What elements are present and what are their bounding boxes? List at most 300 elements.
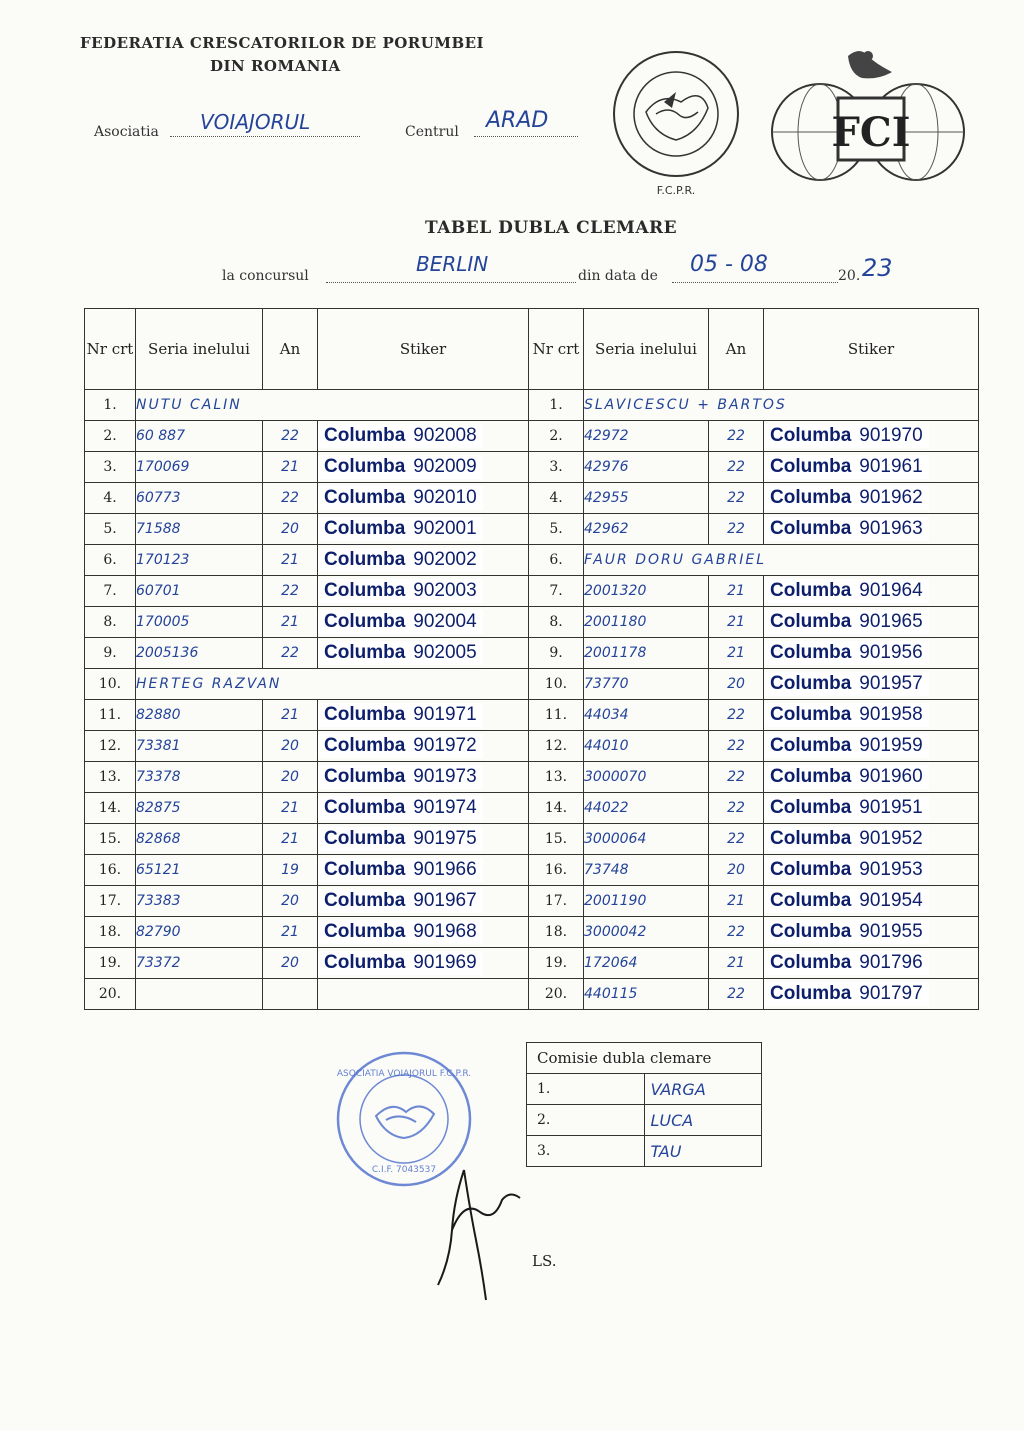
sticker-number: 901970 bbox=[859, 425, 923, 446]
columba-sticker bbox=[764, 517, 929, 541]
table-row bbox=[85, 793, 979, 824]
date-value: 05 - 08 bbox=[690, 252, 768, 277]
row-number-right: 15. bbox=[529, 824, 584, 855]
columba-sticker bbox=[318, 610, 483, 634]
sticker-brand: Columba bbox=[770, 952, 852, 973]
row-number-right: 8. bbox=[529, 607, 584, 638]
columba-sticker bbox=[764, 734, 929, 758]
ring-series-left: 60 887 bbox=[136, 421, 263, 452]
columba-sticker bbox=[764, 703, 929, 727]
ring-series-right: 2001190 bbox=[584, 886, 709, 917]
sticker-number: 901969 bbox=[413, 952, 477, 973]
sticker-number: 901973 bbox=[413, 766, 477, 787]
sticker-brand: Columba bbox=[770, 983, 852, 1004]
columba-sticker bbox=[318, 579, 483, 603]
sticker-number: 901967 bbox=[413, 890, 477, 911]
ring-series-right: 3000042 bbox=[584, 917, 709, 948]
columba-sticker bbox=[764, 982, 929, 1006]
table-row bbox=[85, 421, 979, 452]
ring-series-left: 170069 bbox=[136, 452, 263, 483]
columba-sticker bbox=[318, 548, 483, 572]
sticker-cell-r bbox=[764, 979, 979, 1010]
row-number-left: 13. bbox=[85, 762, 136, 793]
ring-series-left: 82790 bbox=[136, 917, 263, 948]
ring-series-right: 2001180 bbox=[584, 607, 709, 638]
ring-year-right: 22 bbox=[709, 793, 764, 824]
sticker-cell-l bbox=[318, 452, 529, 483]
sticker-cell-r bbox=[764, 793, 979, 824]
ring-year-right: 21 bbox=[709, 886, 764, 917]
president-signature bbox=[424, 1160, 534, 1310]
sticker-brand: Columba bbox=[324, 921, 406, 942]
sticker-cell-r bbox=[764, 452, 979, 483]
columba-sticker bbox=[764, 765, 929, 789]
table-row bbox=[85, 638, 979, 669]
row-number-left: 7. bbox=[85, 576, 136, 607]
sticker-brand: Columba bbox=[324, 611, 406, 632]
columba-sticker bbox=[318, 827, 483, 851]
row-number-right: 1. bbox=[529, 390, 584, 421]
ring-series-right: 42955 bbox=[584, 483, 709, 514]
sticker-brand: Columba bbox=[324, 580, 406, 601]
row-number-right: 16. bbox=[529, 855, 584, 886]
columba-sticker bbox=[764, 455, 929, 479]
table-row bbox=[85, 576, 979, 607]
sticker-cell-l bbox=[318, 545, 529, 576]
row-number-right: 14. bbox=[529, 793, 584, 824]
ring-year-right: 22 bbox=[709, 762, 764, 793]
sticker-brand: Columba bbox=[770, 642, 852, 663]
row-number-left: 3. bbox=[85, 452, 136, 483]
ls-label: LS. bbox=[532, 1252, 557, 1270]
row-number-left: 5. bbox=[85, 514, 136, 545]
sticker-number: 901961 bbox=[859, 456, 923, 477]
centrul-label: Centrul bbox=[405, 124, 459, 140]
sticker-number: 901962 bbox=[859, 487, 923, 508]
ring-series-left bbox=[136, 979, 263, 1010]
asociatia-label: Asociatia bbox=[94, 124, 159, 140]
sticker-cell-l bbox=[318, 731, 529, 762]
columba-sticker bbox=[764, 641, 929, 665]
col-header-seria-left: Seria inelului bbox=[136, 309, 263, 390]
sticker-number: 901956 bbox=[859, 642, 923, 663]
row-number-left: 9. bbox=[85, 638, 136, 669]
sticker-number: 902008 bbox=[413, 425, 477, 446]
table-row bbox=[85, 390, 979, 421]
table-row bbox=[85, 855, 979, 886]
ring-year-left: 22 bbox=[263, 576, 318, 607]
ring-year-right: 22 bbox=[709, 979, 764, 1010]
sticker-brand: Columba bbox=[770, 797, 852, 818]
commission-signature: VARGA bbox=[644, 1074, 762, 1105]
sticker-cell-l bbox=[318, 638, 529, 669]
document-title: TABEL DUBLA CLEMARE bbox=[425, 218, 678, 238]
ring-series-left: 73372 bbox=[136, 948, 263, 979]
ring-series-left: 2005136 bbox=[136, 638, 263, 669]
ring-series-right: 44010 bbox=[584, 731, 709, 762]
columba-sticker bbox=[764, 424, 929, 448]
sticker-cell-l bbox=[318, 700, 529, 731]
centrul-field bbox=[474, 108, 578, 137]
sticker-number: 902004 bbox=[413, 611, 477, 632]
sticker-number: 901796 bbox=[859, 952, 923, 973]
columba-sticker bbox=[764, 827, 929, 851]
sticker-brand: Columba bbox=[324, 952, 406, 973]
sticker-number: 901968 bbox=[413, 921, 477, 942]
sticker-cell-l bbox=[318, 793, 529, 824]
year-prefix: 20. bbox=[838, 268, 861, 284]
commission-signature: LUCA bbox=[644, 1105, 762, 1136]
ring-series-left: 60773 bbox=[136, 483, 263, 514]
columba-sticker bbox=[764, 951, 929, 975]
ring-year-right: 22 bbox=[709, 452, 764, 483]
ring-series-right: 73748 bbox=[584, 855, 709, 886]
ring-year-left: 20 bbox=[263, 514, 318, 545]
row-number-right: 9. bbox=[529, 638, 584, 669]
ring-series-left: 73381 bbox=[136, 731, 263, 762]
columba-sticker bbox=[764, 579, 929, 603]
row-number-right: 18. bbox=[529, 917, 584, 948]
columba-sticker bbox=[318, 641, 483, 665]
sticker-number: 901952 bbox=[859, 828, 923, 849]
sticker-cell-l bbox=[318, 979, 529, 1010]
row-number-left: 11. bbox=[85, 700, 136, 731]
table-row bbox=[85, 483, 979, 514]
table-row bbox=[85, 917, 979, 948]
ring-series-right: 42976 bbox=[584, 452, 709, 483]
columba-sticker bbox=[318, 889, 483, 913]
row-number-left: 17. bbox=[85, 886, 136, 917]
ring-series-left: 73378 bbox=[136, 762, 263, 793]
ring-year-right: 22 bbox=[709, 483, 764, 514]
sticker-cell-r bbox=[764, 886, 979, 917]
sticker-cell-l bbox=[318, 855, 529, 886]
sticker-brand: Columba bbox=[770, 921, 852, 942]
columba-sticker bbox=[318, 951, 483, 975]
row-number-left: 16. bbox=[85, 855, 136, 886]
sticker-cell-r bbox=[764, 576, 979, 607]
row-number-right: 10. bbox=[529, 669, 584, 700]
ring-series-right: 2001320 bbox=[584, 576, 709, 607]
asociatia-field bbox=[170, 110, 360, 137]
row-number-right: 2. bbox=[529, 421, 584, 452]
owner-name-right: FAUR DORU GABRIEL bbox=[584, 545, 979, 576]
ring-year-left: 21 bbox=[263, 607, 318, 638]
row-number-left: 8. bbox=[85, 607, 136, 638]
row-number-right: 17. bbox=[529, 886, 584, 917]
sticker-number: 901971 bbox=[413, 704, 477, 725]
col-header-nr-left: Nr crt bbox=[85, 309, 136, 390]
sticker-brand: Columba bbox=[324, 797, 406, 818]
concurs-value: BERLIN bbox=[416, 252, 489, 276]
ring-year-left: 21 bbox=[263, 917, 318, 948]
sticker-brand: Columba bbox=[324, 549, 406, 570]
commission-title: Comisie dubla clemare bbox=[527, 1043, 762, 1074]
ring-series-left: 82880 bbox=[136, 700, 263, 731]
sticker-number: 902002 bbox=[413, 549, 477, 570]
ring-series-left: 170005 bbox=[136, 607, 263, 638]
ring-year-right: 22 bbox=[709, 824, 764, 855]
table-row bbox=[85, 514, 979, 545]
columba-sticker bbox=[318, 734, 483, 758]
row-number-left: 15. bbox=[85, 824, 136, 855]
columba-sticker bbox=[318, 486, 483, 510]
ring-year-right: 20 bbox=[709, 669, 764, 700]
row-number-left: 10. bbox=[85, 669, 136, 700]
columba-sticker bbox=[318, 858, 483, 882]
sticker-cell-l bbox=[318, 421, 529, 452]
row-number-left: 6. bbox=[85, 545, 136, 576]
sticker-cell-l bbox=[318, 917, 529, 948]
col-header-stiker-right: Stiker bbox=[764, 309, 979, 390]
sticker-number: 901963 bbox=[859, 518, 923, 539]
sticker-brand: Columba bbox=[324, 704, 406, 725]
sticker-cell-l bbox=[318, 762, 529, 793]
ring-series-left: 82868 bbox=[136, 824, 263, 855]
sticker-brand: Columba bbox=[324, 642, 406, 663]
sticker-brand: Columba bbox=[770, 828, 852, 849]
row-number-left: 14. bbox=[85, 793, 136, 824]
ring-series-left: 65121 bbox=[136, 855, 263, 886]
ring-series-right: 73770 bbox=[584, 669, 709, 700]
sticker-brand: Columba bbox=[770, 425, 852, 446]
row-number-right: 19. bbox=[529, 948, 584, 979]
row-number-right: 20. bbox=[529, 979, 584, 1010]
ring-year-right: 20 bbox=[709, 855, 764, 886]
sticker-brand: Columba bbox=[770, 735, 852, 756]
row-number-left: 12. bbox=[85, 731, 136, 762]
federation-name-line1: FEDERATIA CRESCATORILOR DE PORUMBEI bbox=[80, 34, 485, 52]
sticker-cell-r bbox=[764, 762, 979, 793]
columba-sticker bbox=[764, 672, 929, 696]
ring-year-left: 19 bbox=[263, 855, 318, 886]
col-header-seria-right: Seria inelului bbox=[584, 309, 709, 390]
sticker-cell-r bbox=[764, 731, 979, 762]
ring-series-right: 42962 bbox=[584, 514, 709, 545]
table-row bbox=[85, 452, 979, 483]
sticker-cell-r bbox=[764, 669, 979, 700]
table-row bbox=[85, 762, 979, 793]
commission-nr: 1. bbox=[527, 1074, 645, 1105]
ring-series-left: 71588 bbox=[136, 514, 263, 545]
sticker-brand: Columba bbox=[324, 456, 406, 477]
sticker-cell-r bbox=[764, 483, 979, 514]
sticker-cell-r bbox=[764, 607, 979, 638]
fcpr-abbr: F.C.P.R. bbox=[656, 184, 696, 197]
row-number-right: 11. bbox=[529, 700, 584, 731]
columba-sticker bbox=[764, 486, 929, 510]
ring-series-left: 82875 bbox=[136, 793, 263, 824]
col-header-nr-right: Nr crt bbox=[529, 309, 584, 390]
row-number-left: 1. bbox=[85, 390, 136, 421]
sticker-brand: Columba bbox=[324, 890, 406, 911]
table-row bbox=[85, 824, 979, 855]
ring-series-right: 440115 bbox=[584, 979, 709, 1010]
sticker-brand: Columba bbox=[324, 487, 406, 508]
concurs-field bbox=[326, 252, 576, 283]
row-number-right: 5. bbox=[529, 514, 584, 545]
date-label: din data de bbox=[578, 268, 658, 284]
ring-year-right: 21 bbox=[709, 576, 764, 607]
ring-series-right: 42972 bbox=[584, 421, 709, 452]
row-number-left: 18. bbox=[85, 917, 136, 948]
table-row bbox=[85, 948, 979, 979]
ring-year-right: 22 bbox=[709, 421, 764, 452]
sticker-brand: Columba bbox=[770, 611, 852, 632]
row-number-right: 13. bbox=[529, 762, 584, 793]
sticker-cell-r bbox=[764, 824, 979, 855]
ring-series-right: 44022 bbox=[584, 793, 709, 824]
sticker-brand: Columba bbox=[324, 859, 406, 880]
fci-globe-logo bbox=[768, 42, 968, 192]
sticker-number: 901955 bbox=[859, 921, 923, 942]
asociatia-value: VOIAJORUL bbox=[200, 110, 311, 134]
stamp-cif: C.I.F. 7043537 bbox=[371, 1165, 437, 1175]
ring-series-left: 73383 bbox=[136, 886, 263, 917]
columba-sticker bbox=[318, 517, 483, 541]
sticker-number: 901953 bbox=[859, 859, 923, 880]
sticker-brand: Columba bbox=[770, 890, 852, 911]
sticker-number: 901966 bbox=[413, 859, 477, 880]
sticker-cell-l bbox=[318, 948, 529, 979]
fci-letters: FCI bbox=[831, 109, 911, 156]
sticker-brand: Columba bbox=[770, 859, 852, 880]
ring-year-left: 22 bbox=[263, 483, 318, 514]
ring-year-left: 22 bbox=[263, 421, 318, 452]
ring-series-right: 3000064 bbox=[584, 824, 709, 855]
sticker-number: 901957 bbox=[859, 673, 923, 694]
year-value: 23 bbox=[862, 254, 893, 282]
commission-signature: TAU bbox=[644, 1136, 762, 1167]
sticker-brand: Columba bbox=[324, 425, 406, 446]
ring-year-left: 21 bbox=[263, 452, 318, 483]
ring-series-left: 170123 bbox=[136, 545, 263, 576]
commission-nr: 2. bbox=[527, 1105, 645, 1136]
col-header-an-left: An bbox=[263, 309, 318, 390]
col-header-an-right: An bbox=[709, 309, 764, 390]
ring-year-left: 20 bbox=[263, 886, 318, 917]
sticker-number: 901959 bbox=[859, 735, 923, 756]
table-row bbox=[85, 886, 979, 917]
sticker-cell-r bbox=[764, 948, 979, 979]
ring-year-left: 21 bbox=[263, 700, 318, 731]
table-row bbox=[85, 545, 979, 576]
table-row bbox=[85, 700, 979, 731]
row-number-left: 4. bbox=[85, 483, 136, 514]
columba-sticker bbox=[764, 920, 929, 944]
sticker-number: 901965 bbox=[859, 611, 923, 632]
sticker-cell-r bbox=[764, 855, 979, 886]
row-number-left: 19. bbox=[85, 948, 136, 979]
ring-year-left: 21 bbox=[263, 824, 318, 855]
sticker-cell-r bbox=[764, 421, 979, 452]
sticker-brand: Columba bbox=[770, 704, 852, 725]
sticker-number: 902005 bbox=[413, 642, 477, 663]
sticker-cell-l bbox=[318, 483, 529, 514]
row-number-right: 6. bbox=[529, 545, 584, 576]
commission-nr: 3. bbox=[527, 1136, 645, 1167]
table-row bbox=[85, 979, 979, 1010]
sticker-cell-l bbox=[318, 514, 529, 545]
columba-sticker bbox=[764, 858, 929, 882]
ring-year-right: 22 bbox=[709, 917, 764, 948]
owner-name-left: HERTEG RAZVAN bbox=[136, 669, 529, 700]
sticker-number: 902009 bbox=[413, 456, 477, 477]
federation-name-line2: DIN ROMANIA bbox=[210, 57, 341, 75]
date-field bbox=[672, 252, 838, 283]
fcpr-seal-logo bbox=[606, 42, 746, 202]
owner-name-right: SLAVICESCU + BARTOS bbox=[584, 390, 979, 421]
dubla-clemare-table bbox=[84, 308, 979, 1010]
sticker-brand: Columba bbox=[770, 456, 852, 477]
columba-sticker bbox=[764, 889, 929, 913]
row-number-right: 12. bbox=[529, 731, 584, 762]
ring-series-left: 60701 bbox=[136, 576, 263, 607]
sticker-number: 901972 bbox=[413, 735, 477, 756]
sticker-cell-l bbox=[318, 824, 529, 855]
columba-sticker bbox=[318, 703, 483, 727]
sticker-number: 902001 bbox=[413, 518, 477, 539]
ring-series-right: 2001178 bbox=[584, 638, 709, 669]
columba-sticker bbox=[318, 796, 483, 820]
row-number-left: 2. bbox=[85, 421, 136, 452]
columba-sticker bbox=[764, 610, 929, 634]
ring-year-left: 21 bbox=[263, 793, 318, 824]
sticker-number: 901974 bbox=[413, 797, 477, 818]
sticker-number: 901797 bbox=[859, 983, 923, 1004]
ring-year-right: 22 bbox=[709, 514, 764, 545]
columba-sticker bbox=[318, 765, 483, 789]
sticker-number: 901951 bbox=[859, 797, 923, 818]
columba-sticker bbox=[764, 796, 929, 820]
ring-year-left bbox=[263, 979, 318, 1010]
ring-year-left: 21 bbox=[263, 545, 318, 576]
sticker-cell-l bbox=[318, 576, 529, 607]
table-row bbox=[85, 669, 979, 700]
ring-series-right: 44034 bbox=[584, 700, 709, 731]
commission-table bbox=[526, 1042, 762, 1167]
centrul-value: ARAD bbox=[486, 108, 549, 133]
sticker-number: 901964 bbox=[859, 580, 923, 601]
table-row bbox=[85, 731, 979, 762]
sticker-number: 901954 bbox=[859, 890, 923, 911]
sticker-cell-r bbox=[764, 514, 979, 545]
sticker-brand: Columba bbox=[324, 518, 406, 539]
sticker-brand: Columba bbox=[324, 828, 406, 849]
sticker-number: 902003 bbox=[413, 580, 477, 601]
sticker-brand: Columba bbox=[770, 766, 852, 787]
ring-year-right: 22 bbox=[709, 700, 764, 731]
ring-series-right: 172064 bbox=[584, 948, 709, 979]
stamp-text: ASOCIATIA VOIAJORUL F.C.P.R. bbox=[336, 1069, 472, 1079]
col-header-stiker-left: Stiker bbox=[318, 309, 529, 390]
columba-sticker bbox=[318, 455, 483, 479]
sticker-number: 901958 bbox=[859, 704, 923, 725]
row-number-right: 4. bbox=[529, 483, 584, 514]
ring-year-right: 21 bbox=[709, 638, 764, 669]
sticker-brand: Columba bbox=[770, 518, 852, 539]
ring-year-right: 22 bbox=[709, 731, 764, 762]
columba-sticker bbox=[318, 424, 483, 448]
ring-year-left: 20 bbox=[263, 731, 318, 762]
row-number-right: 3. bbox=[529, 452, 584, 483]
sticker-cell-l bbox=[318, 886, 529, 917]
ring-year-right: 21 bbox=[709, 607, 764, 638]
columba-sticker bbox=[318, 920, 483, 944]
sticker-cell-l bbox=[318, 607, 529, 638]
ring-series-right: 3000070 bbox=[584, 762, 709, 793]
sticker-brand: Columba bbox=[324, 735, 406, 756]
